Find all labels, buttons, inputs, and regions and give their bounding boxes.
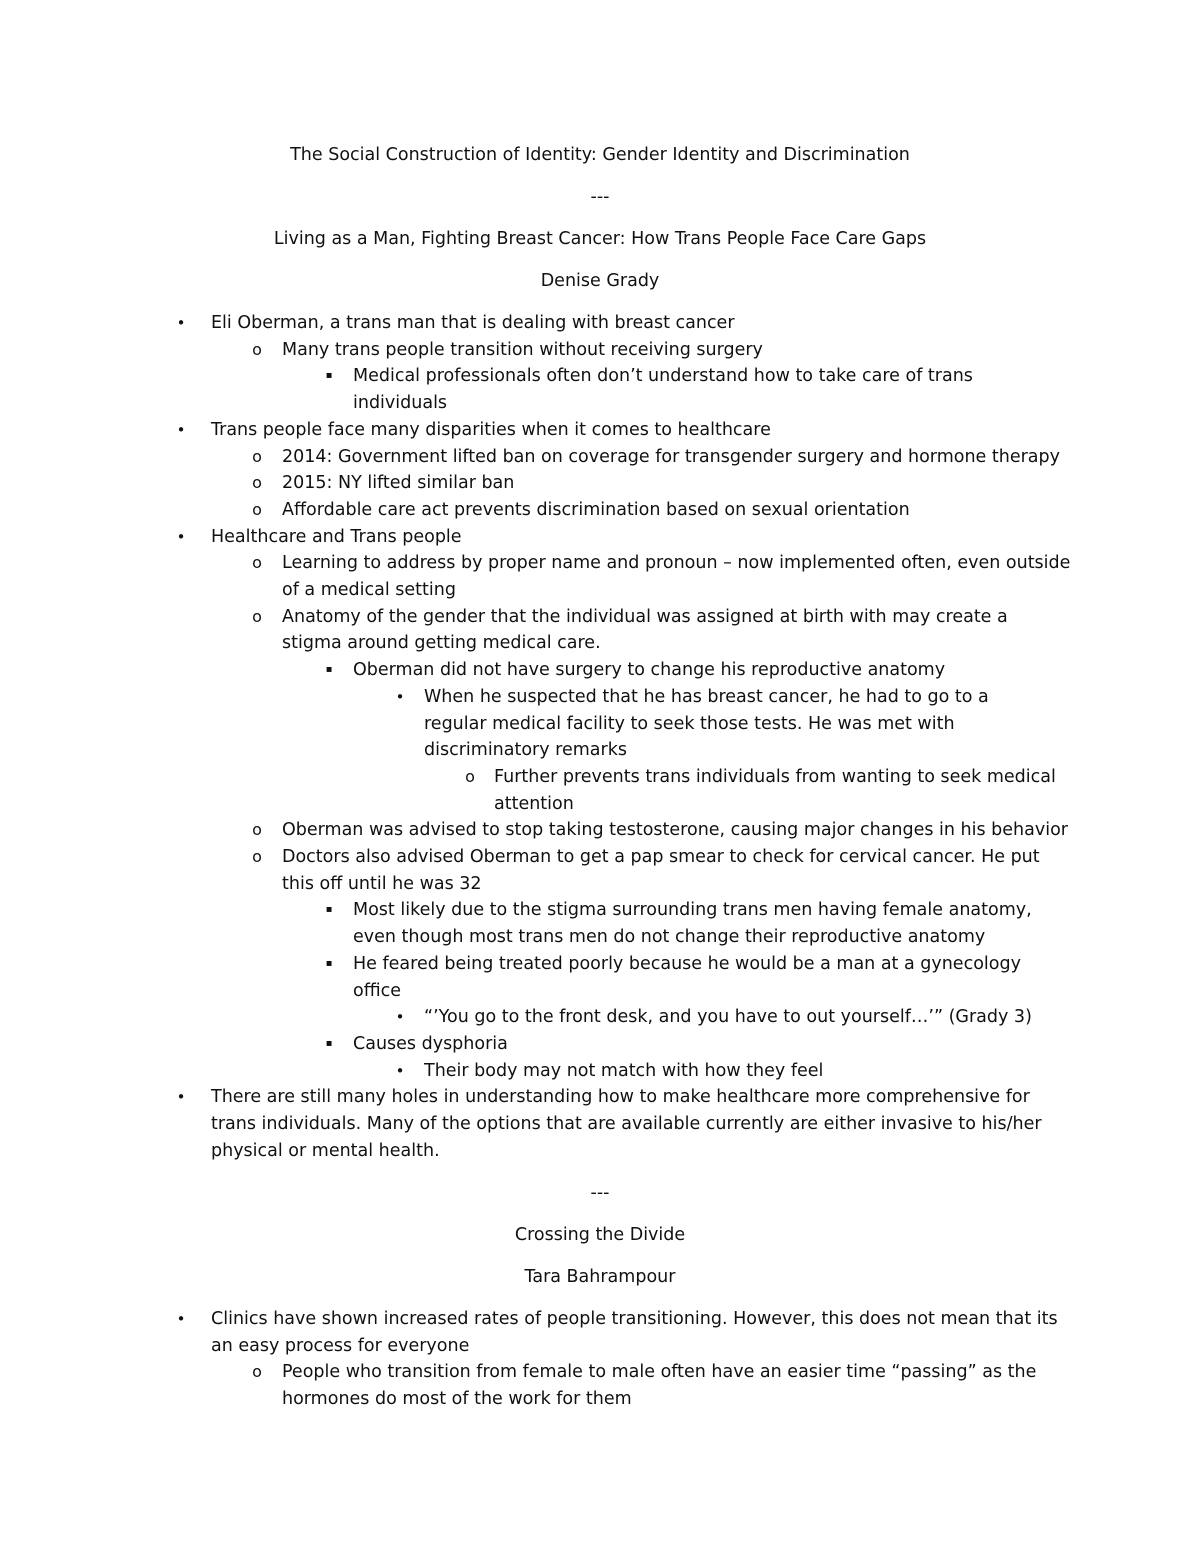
- bullet-marker: o: [252, 553, 262, 573]
- bullet-marker: o: [252, 339, 262, 359]
- article-2-outline: [0, 1306, 1200, 1413]
- bullet-marker: ▪: [325, 664, 333, 676]
- outline-item-text: 2014: Government lifted ban on coverage for transgender surgery and hormone therapy: [282, 446, 1060, 467]
- outline-item-text: 2015: NY lifted similar ban: [282, 473, 515, 494]
- outline-item-text: Trans people face many disparities when it comes to healthcare: [211, 419, 771, 440]
- outline-item-level-4: [395, 1058, 1054, 1085]
- outline-item-text: Most likely due to the stigma surrounding trans men having female anatomy, even though most trans men do not change their reproductive anatomy: [353, 900, 1032, 948]
- outline-item-level-1: [176, 524, 1061, 551]
- outline-item-level-2: [252, 817, 1072, 844]
- bullet-marker: •: [176, 314, 186, 332]
- article-1-outline: [0, 310, 1200, 1165]
- outline-item-text: Oberman was advised to stop taking testosterone, causing major changes in his behavior: [282, 820, 1068, 841]
- outline-item-level-1: [176, 1306, 1061, 1359]
- outline-item-level-1: [176, 417, 1061, 444]
- document-title: The Social Construction of Identity: Gender Identity and Discrimination: [290, 145, 910, 165]
- outline-item-text: People who transition from female to male often have an easier time “passing” as the hormones do most of the work for them: [282, 1362, 1037, 1410]
- outline-item-text: Many trans people transition without receiving surgery: [282, 339, 763, 360]
- outline-item-text: He feared being treated poorly because he would be a man at a gynecology office: [353, 953, 1021, 1001]
- article-title: Crossing the Divide: [514, 1225, 686, 1245]
- outline-item-level-5: [465, 764, 1064, 817]
- outline-item-level-1: [176, 310, 1061, 337]
- bullet-marker: •: [395, 1061, 405, 1080]
- outline-item-text: Their body may not match with how they feel: [424, 1060, 824, 1081]
- outline-item-text: Further prevents trans individuals from wanting to seek medical attention: [494, 766, 1056, 814]
- outline-item-level-2: [252, 337, 1072, 364]
- bullet-marker: o: [252, 606, 262, 626]
- outline-item-level-3: [325, 1031, 1053, 1058]
- outline-item-level-4: [395, 684, 1054, 764]
- bullet-marker: o: [252, 847, 262, 867]
- bullet-marker: ▪: [325, 904, 333, 916]
- outline-item-text: Clinics have shown increased rates of people transitioning. However, this does not mean that its an easy process for everyone: [211, 1309, 1058, 1356]
- outline-item-level-2: [252, 550, 1072, 603]
- outline-item-text: Eli Oberman, a trans man that is dealing with breast cancer: [211, 313, 735, 333]
- outline-item-text: When he suspected that he has breast cancer, he had to go to a regular medical facility to seek those tests. He was met with discriminatory remarks: [424, 686, 989, 761]
- bullet-marker: ▪: [325, 370, 333, 382]
- outline-item-level-2: [252, 444, 1072, 471]
- outline-item-text: Medical professionals often don’t understand how to take care of trans individuals: [353, 366, 973, 414]
- bullet-marker: •: [176, 420, 186, 439]
- bullet-marker: ▪: [325, 957, 333, 969]
- section-separator: ---: [590, 187, 610, 207]
- bullet-marker: ▪: [325, 1037, 333, 1049]
- bullet-marker: •: [176, 1088, 186, 1107]
- outline-item-level-3: [325, 951, 1053, 1004]
- outline-item-level-3: [325, 657, 1053, 684]
- outline-item-text: Causes dysphoria: [353, 1033, 508, 1054]
- bullet-marker: o: [252, 1362, 262, 1382]
- outline-item-level-4: [395, 1004, 1054, 1031]
- outline-item-level-2: [252, 1359, 1072, 1412]
- outline-item-text: Affordable care act prevents discrimination based on sexual orientation: [282, 499, 910, 520]
- outline-item-level-2: [252, 497, 1072, 524]
- bullet-marker: •: [395, 1008, 405, 1027]
- outline-item-level-1: [176, 1084, 1061, 1164]
- outline-item-level-2: [252, 470, 1072, 497]
- bullet-marker: o: [252, 473, 262, 493]
- bullet-marker: o: [252, 499, 262, 519]
- bullet-marker: •: [176, 527, 186, 546]
- outline-item-text: Doctors also advised Oberman to get a pap smear to check for cervical cancer. He put this off until he was 32: [282, 847, 1040, 894]
- bullet-marker: o: [252, 820, 262, 840]
- outline-item-level-3: [325, 897, 1053, 950]
- outline-item-text: Oberman did not have surgery to change his reproductive anatomy: [353, 660, 946, 681]
- outline-item-text: Healthcare and Trans people: [211, 526, 462, 547]
- article-author: Tara Bahrampour: [524, 1267, 676, 1287]
- section-separator: ---: [590, 1183, 610, 1203]
- bullet-marker: o: [252, 446, 262, 466]
- outline-item-text: “’You go to the front desk, and you have to out yourself…’” (Grady 3): [424, 1007, 1032, 1028]
- article-title: Living as a Man, Fighting Breast Cancer: How Trans People Face Care Gaps: [273, 229, 927, 249]
- outline-item-text: Anatomy of the gender that the individual was assigned at birth with may create a stigma around getting medical care.: [282, 606, 1008, 654]
- outline-item-level-2: [252, 844, 1072, 897]
- outline-item-text: Learning to address by proper name and pronoun – now implemented often, even outside of a medical setting: [282, 553, 1071, 601]
- outline-item-level-3: [325, 363, 1053, 416]
- bullet-marker: •: [395, 687, 405, 706]
- outline-item-text: There are still many holes in understanding how to make healthcare more comprehensive for trans individuals. Many of the options that are available currently are either invasive to his/her physical or mental health.: [211, 1087, 1042, 1161]
- article-author: Denise Grady: [540, 271, 660, 291]
- bullet-marker: •: [176, 1310, 186, 1328]
- bullet-marker: o: [465, 766, 475, 786]
- outline-item-level-2: [252, 604, 1072, 657]
